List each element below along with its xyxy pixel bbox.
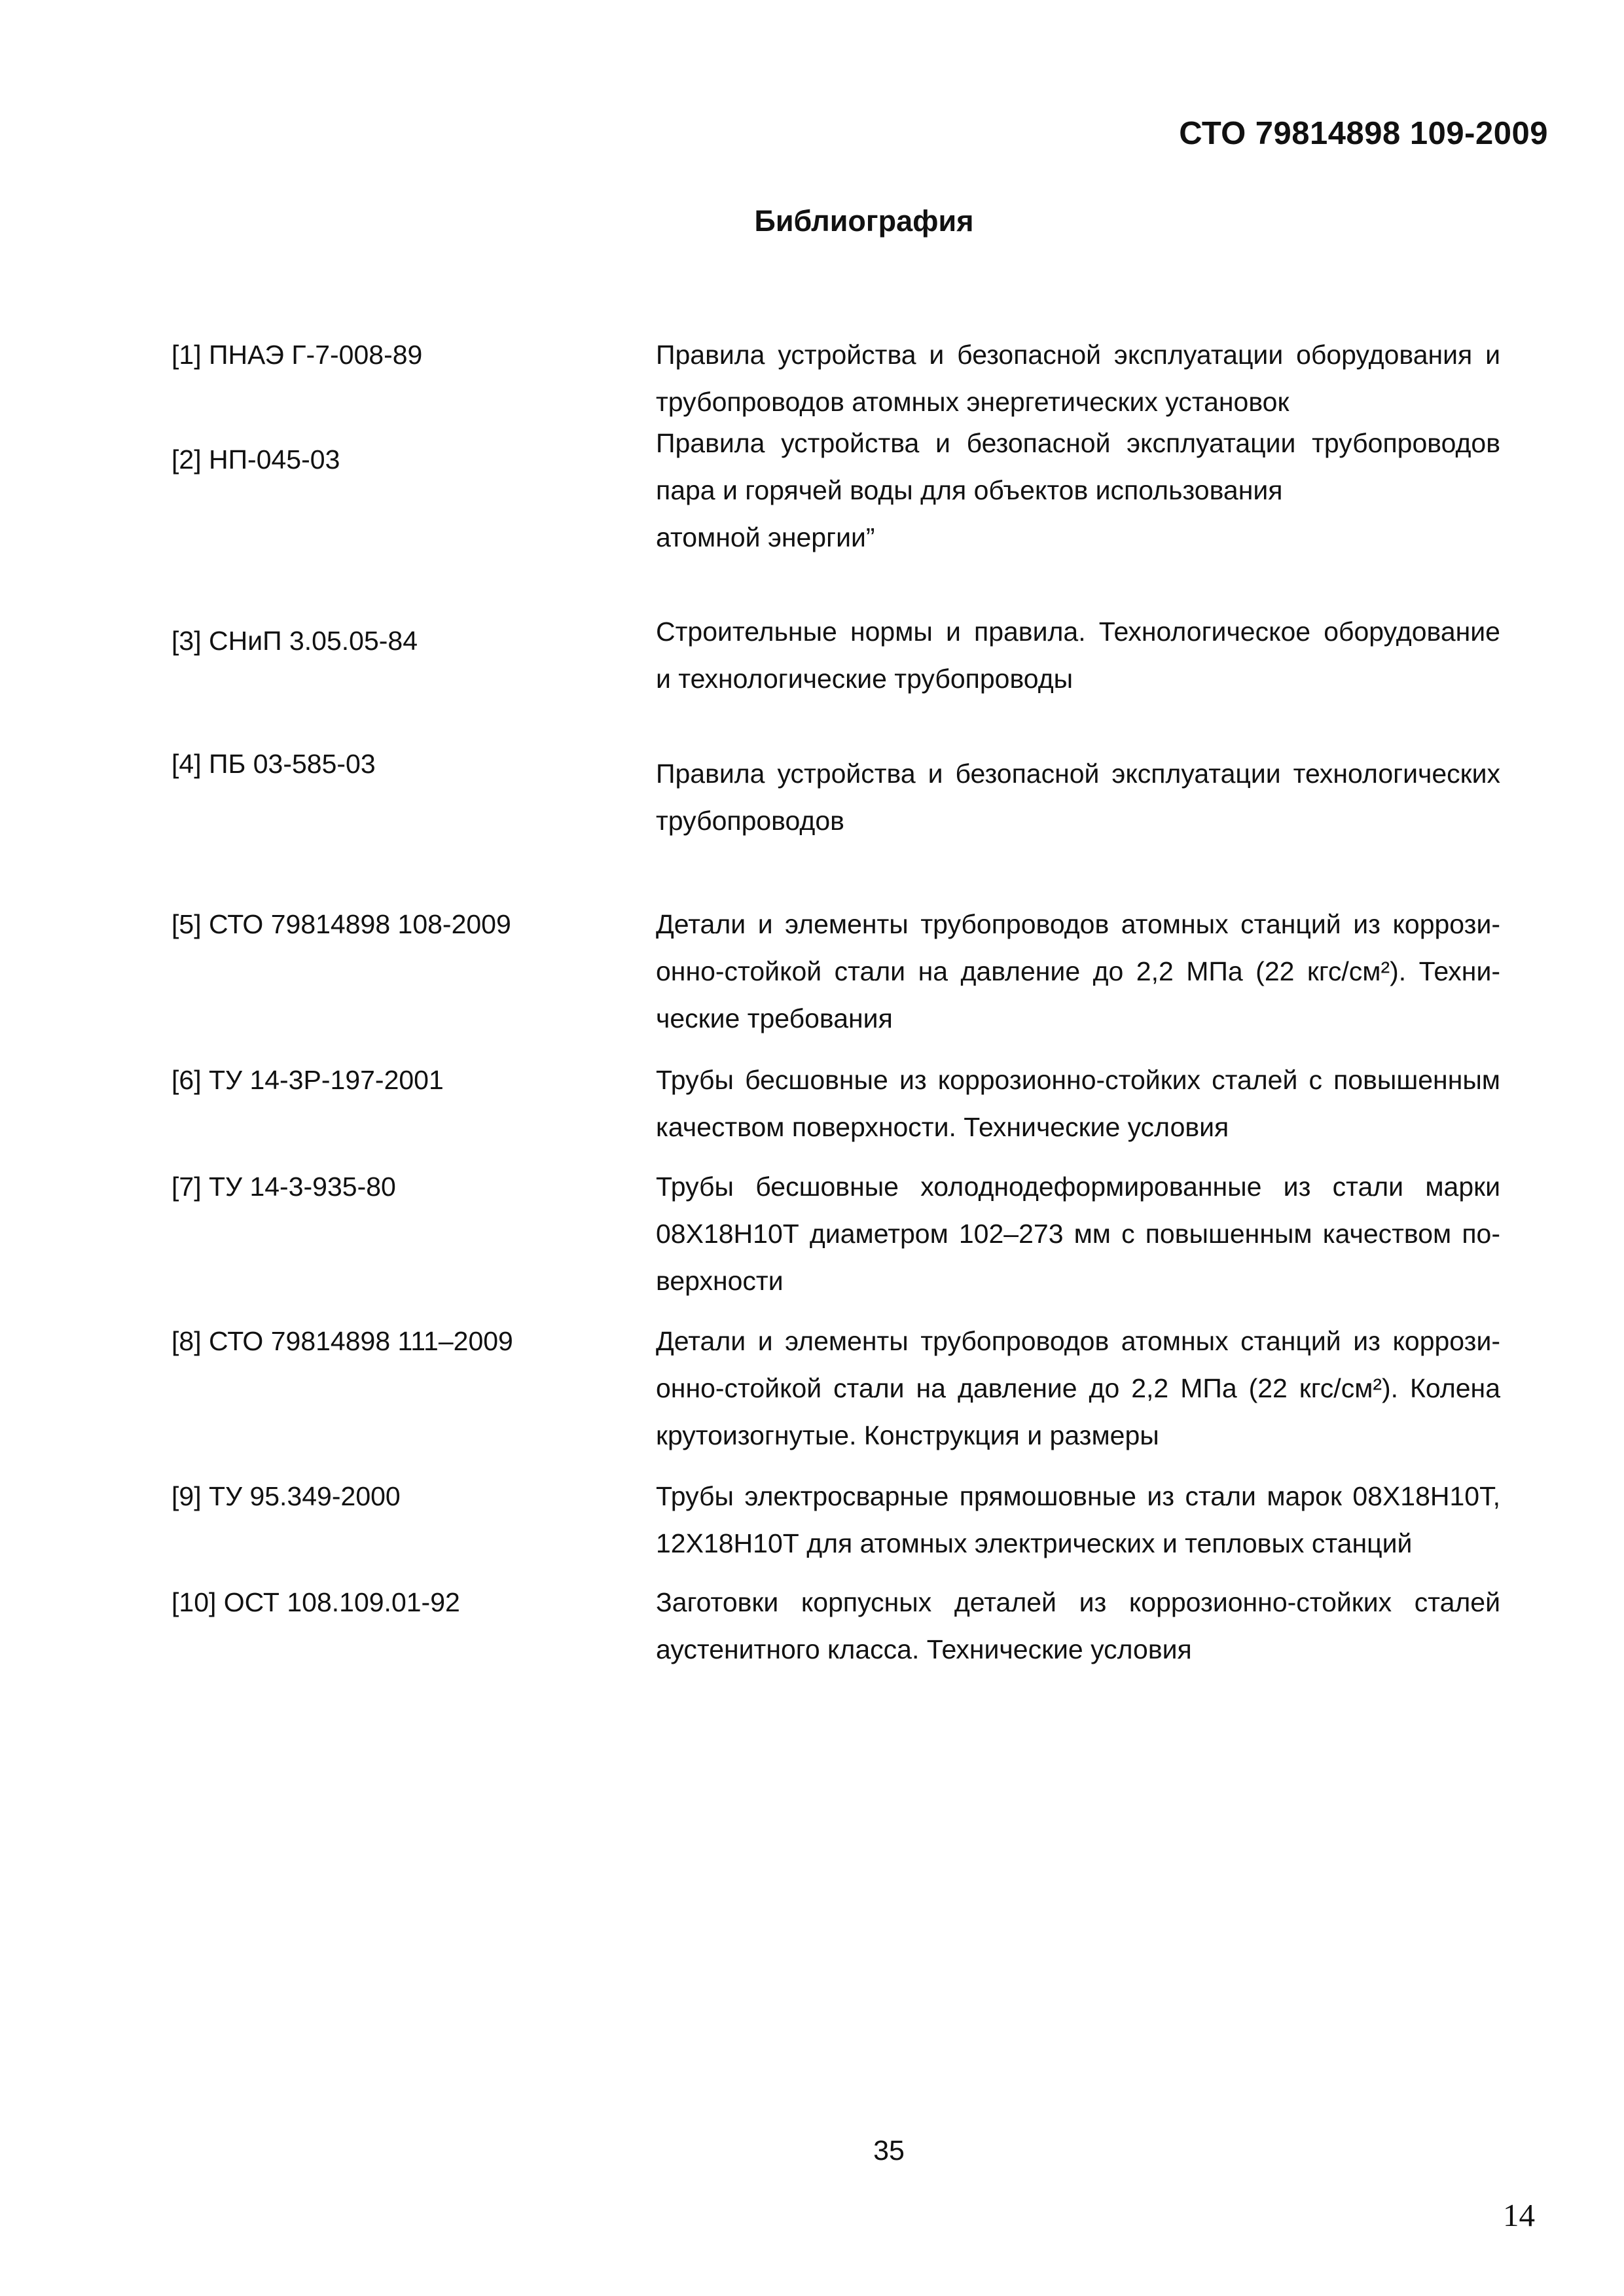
- reference-description-line: онно-стойкой стали на давление до 2,2 МПа (22 кгс/см²). Колена: [656, 1373, 1500, 1403]
- reference-description: [656, 1318, 1500, 1459]
- reference-description: [656, 1163, 1500, 1304]
- reference-description-line: Детали и элементы трубопроводов атомных станций из коррози-: [656, 909, 1500, 939]
- reference-description: [656, 331, 1500, 425]
- reference-description-line: Правила устройства и безопасной эксплуатации оборудования и: [656, 340, 1500, 370]
- reference-description-line: атомной энергии”: [656, 522, 875, 552]
- reference-description-line: Трубы бесшовные из коррозионно-стойких сталей с повышенным: [656, 1065, 1500, 1095]
- reference-description-line: Правила устройства и безопасной эксплуатации трубопроводов: [656, 428, 1500, 458]
- reference-description-line: Трубы электросварные прямошовные из стали марок 08Х18Н10Т,: [656, 1481, 1500, 1511]
- reference-description: [656, 901, 1500, 1042]
- reference-description-line: верхности: [656, 1266, 784, 1296]
- reference-description-line: Детали и элементы трубопроводов атомных станций из коррози-: [656, 1326, 1500, 1356]
- reference-label: [7] ТУ 14-3-935-80: [171, 1172, 396, 1202]
- reference-description-line: Строительные нормы и правила. Технологическое оборудование: [656, 617, 1500, 647]
- page-number: 35: [873, 2135, 905, 2166]
- sheet-number: 14: [1503, 2197, 1535, 2233]
- page-title: Библиография: [754, 204, 974, 238]
- reference-description-line: ческие требования: [656, 1003, 893, 1033]
- reference-label: [9] ТУ 95.349-2000: [171, 1481, 401, 1511]
- reference-description-line: трубопроводов: [656, 806, 844, 836]
- reference-description-line: Правила устройства и безопасной эксплуатации технологических: [656, 759, 1500, 789]
- reference-description-line: 08Х18Н10Т диаметром 102–273 мм с повышенным качеством по-: [656, 1219, 1500, 1249]
- reference-label: [10] ОСТ 108.109.01-92: [171, 1587, 460, 1617]
- reference-description-line: аустенитного класса. Технические условия: [656, 1634, 1192, 1664]
- reference-label: [1] ПНАЭ Г-7-008-89: [171, 340, 423, 370]
- reference-description-line: онно-стойкой стали на давление до 2,2 МПа (22 кгс/см²). Техни-: [656, 956, 1500, 986]
- reference-description-line: трубопроводов атомных энергетических установок: [656, 387, 1290, 417]
- reference-description-line: крутоизогнутые. Конструкция и размеры: [656, 1420, 1159, 1450]
- document-code: СТО 79814898 109-2009: [1179, 116, 1548, 151]
- reference-description-line: и технологические трубопроводы: [656, 664, 1074, 694]
- reference-description: [656, 1579, 1500, 1673]
- reference-description-line: качеством поверхности. Технические условия: [656, 1112, 1229, 1142]
- reference-description-line: пара и горячей воды для объектов использования: [656, 475, 1283, 505]
- reference-description: [656, 1473, 1500, 1567]
- reference-description: [656, 1056, 1500, 1151]
- reference-description: [656, 750, 1500, 844]
- reference-label: [8] СТО 79814898 111–2009: [171, 1326, 513, 1356]
- reference-label: [4] ПБ 03-585-03: [171, 749, 376, 779]
- reference-description-line: Трубы бесшовные холоднодеформированные из стали марки: [656, 1172, 1500, 1202]
- reference-label: [5] СТО 79814898 108-2009: [171, 909, 511, 939]
- reference-description: [656, 608, 1500, 702]
- reference-description-line: Заготовки корпусных деталей из коррозионно-стойких сталей: [656, 1587, 1500, 1617]
- reference-label: [6] ТУ 14-3Р-197-2001: [171, 1065, 444, 1095]
- reference-label: [2] НП-045-03: [171, 444, 340, 475]
- reference-description-line: 12Х18Н10Т для атомных электрических и тепловых станций: [656, 1528, 1413, 1558]
- reference-description: [656, 420, 1500, 561]
- reference-label: [3] СНиП 3.05.05-84: [171, 626, 418, 656]
